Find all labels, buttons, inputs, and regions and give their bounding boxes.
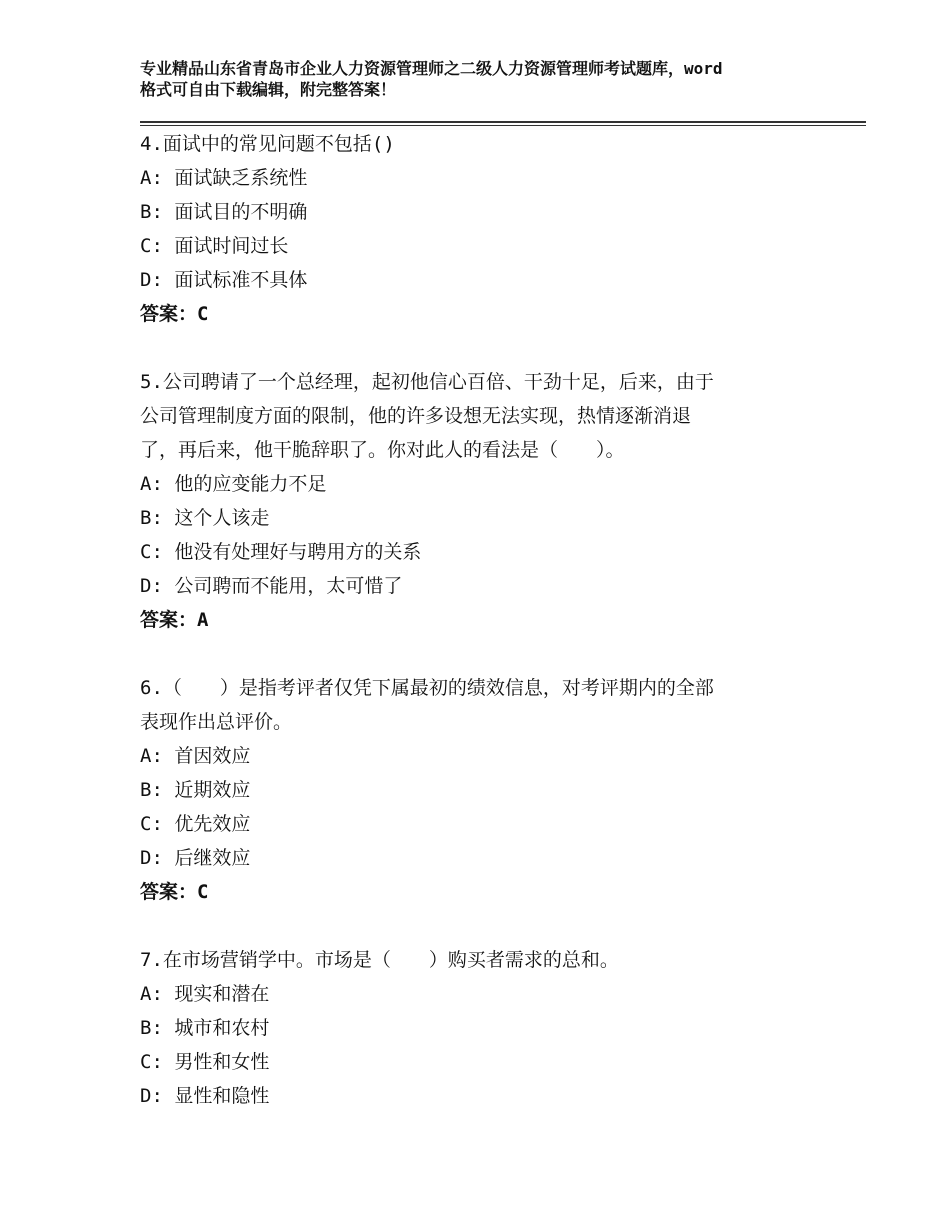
option-b: B: 面试目的不明确 bbox=[140, 201, 308, 223]
option-c: C: 优先效应 bbox=[140, 813, 251, 835]
answer-label: 答案：C bbox=[140, 881, 209, 903]
question-block bbox=[140, 671, 840, 909]
question-stem: 7.在市场营销学中。市场是（ ）购买者需求的总和。 bbox=[140, 949, 619, 971]
option-a: A: 首因效应 bbox=[140, 745, 251, 767]
answer-label: 答案：A bbox=[140, 609, 209, 631]
option-d: D: 后继效应 bbox=[140, 847, 251, 869]
question-stem: 公司管理制度方面的限制，他的许多设想无法实现，热情逐渐消退 bbox=[140, 405, 692, 427]
option-c: C: 面试时间过长 bbox=[140, 235, 289, 257]
option-d: D: 公司聘而不能用，太可惜了 bbox=[140, 575, 403, 597]
question-spacer bbox=[140, 909, 840, 943]
question-block bbox=[140, 943, 840, 1113]
question-stem: 4.面试中的常见问题不包括() bbox=[140, 133, 395, 155]
header-line-2: 格式可自由下载编辑，附完整答案！ bbox=[140, 80, 397, 99]
option-d: D: 显性和隐性 bbox=[140, 1085, 270, 1107]
option-c: C: 他没有处理好与聘用方的关系 bbox=[140, 541, 422, 563]
header-line-1: 专业精品山东省青岛市企业人力资源管理师之二级人力资源管理师考试题库，word bbox=[140, 59, 723, 78]
option-b: B: 城市和农村 bbox=[140, 1017, 270, 1039]
header-divider-thin bbox=[140, 125, 866, 126]
option-b: B: 这个人该走 bbox=[140, 507, 270, 529]
question-stem: 6.（ ）是指考评者仅凭下属最初的绩效信息，对考评期内的全部 bbox=[140, 677, 714, 699]
question-block bbox=[140, 365, 840, 637]
document-header bbox=[140, 58, 830, 100]
question-list bbox=[140, 127, 840, 1113]
question-spacer bbox=[140, 637, 840, 671]
option-a: A: 现实和潜在 bbox=[140, 983, 270, 1005]
question-stem: 了，再后来，他干脆辞职了。你对此人的看法是（ ）。 bbox=[140, 439, 625, 461]
option-c: C: 男性和女性 bbox=[140, 1051, 270, 1073]
option-a: A: 面试缺乏系统性 bbox=[140, 167, 308, 189]
question-stem: 表现作出总评价。 bbox=[140, 711, 293, 733]
question-stem: 5.公司聘请了一个总经理，起初他信心百倍、干劲十足，后来，由于 bbox=[140, 371, 714, 393]
question-block bbox=[140, 127, 840, 331]
option-b: B: 近期效应 bbox=[140, 779, 251, 801]
option-a: A: 他的应变能力不足 bbox=[140, 473, 327, 495]
answer-label: 答案：C bbox=[140, 303, 209, 325]
header-divider-thick bbox=[140, 121, 866, 123]
question-spacer bbox=[140, 331, 840, 365]
option-d: D: 面试标准不具体 bbox=[140, 269, 308, 291]
